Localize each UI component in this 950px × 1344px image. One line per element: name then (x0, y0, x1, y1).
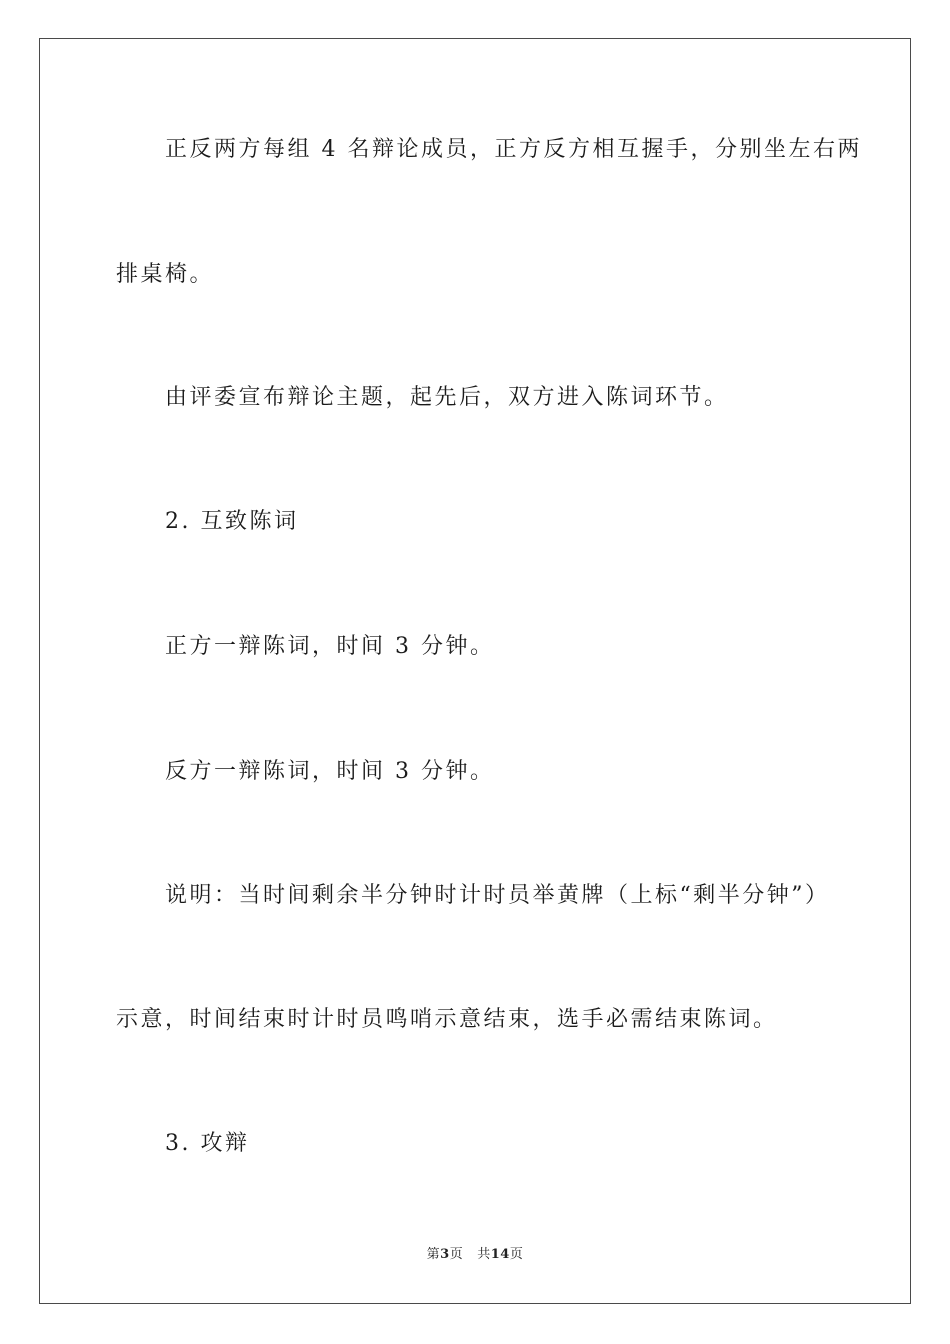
paragraph-line: 正方一辩陈词，时间 3 分钟。 (165, 634, 495, 659)
paragraph-line: 说明：当时间剩余半分钟时计时员举黄牌（上标“剩半分钟”） (165, 883, 830, 908)
total-page-number: 14 (490, 1247, 510, 1262)
page-footer (0, 1246, 950, 1264)
total-prefix: 共 (477, 1247, 491, 1262)
paragraph-line-continuation: 排桌椅。 (116, 262, 215, 287)
page-prefix: 第 (426, 1247, 441, 1262)
paragraph-line: 由评委宣布辩论主题，起先后，双方进入陈词环节。 (165, 385, 729, 410)
section-heading: 3. 攻辩 (165, 1131, 250, 1156)
paragraph-line: 正反两方每组 4 名辩论成员，正方反方相互握手，分别坐左右两 (165, 137, 862, 162)
total-suffix: 页 (509, 1247, 524, 1262)
section-heading: 2. 互致陈词 (165, 509, 299, 534)
page-suffix: 页 (449, 1247, 464, 1262)
current-page-number: 3 (440, 1247, 450, 1262)
page-border (39, 38, 911, 1304)
paragraph-line-continuation: 示意，时间结束时计时员鸣哨示意结束，选手必需结束陈词。 (116, 1007, 778, 1032)
paragraph-line: 反方一辩陈词，时间 3 分钟。 (165, 759, 495, 784)
